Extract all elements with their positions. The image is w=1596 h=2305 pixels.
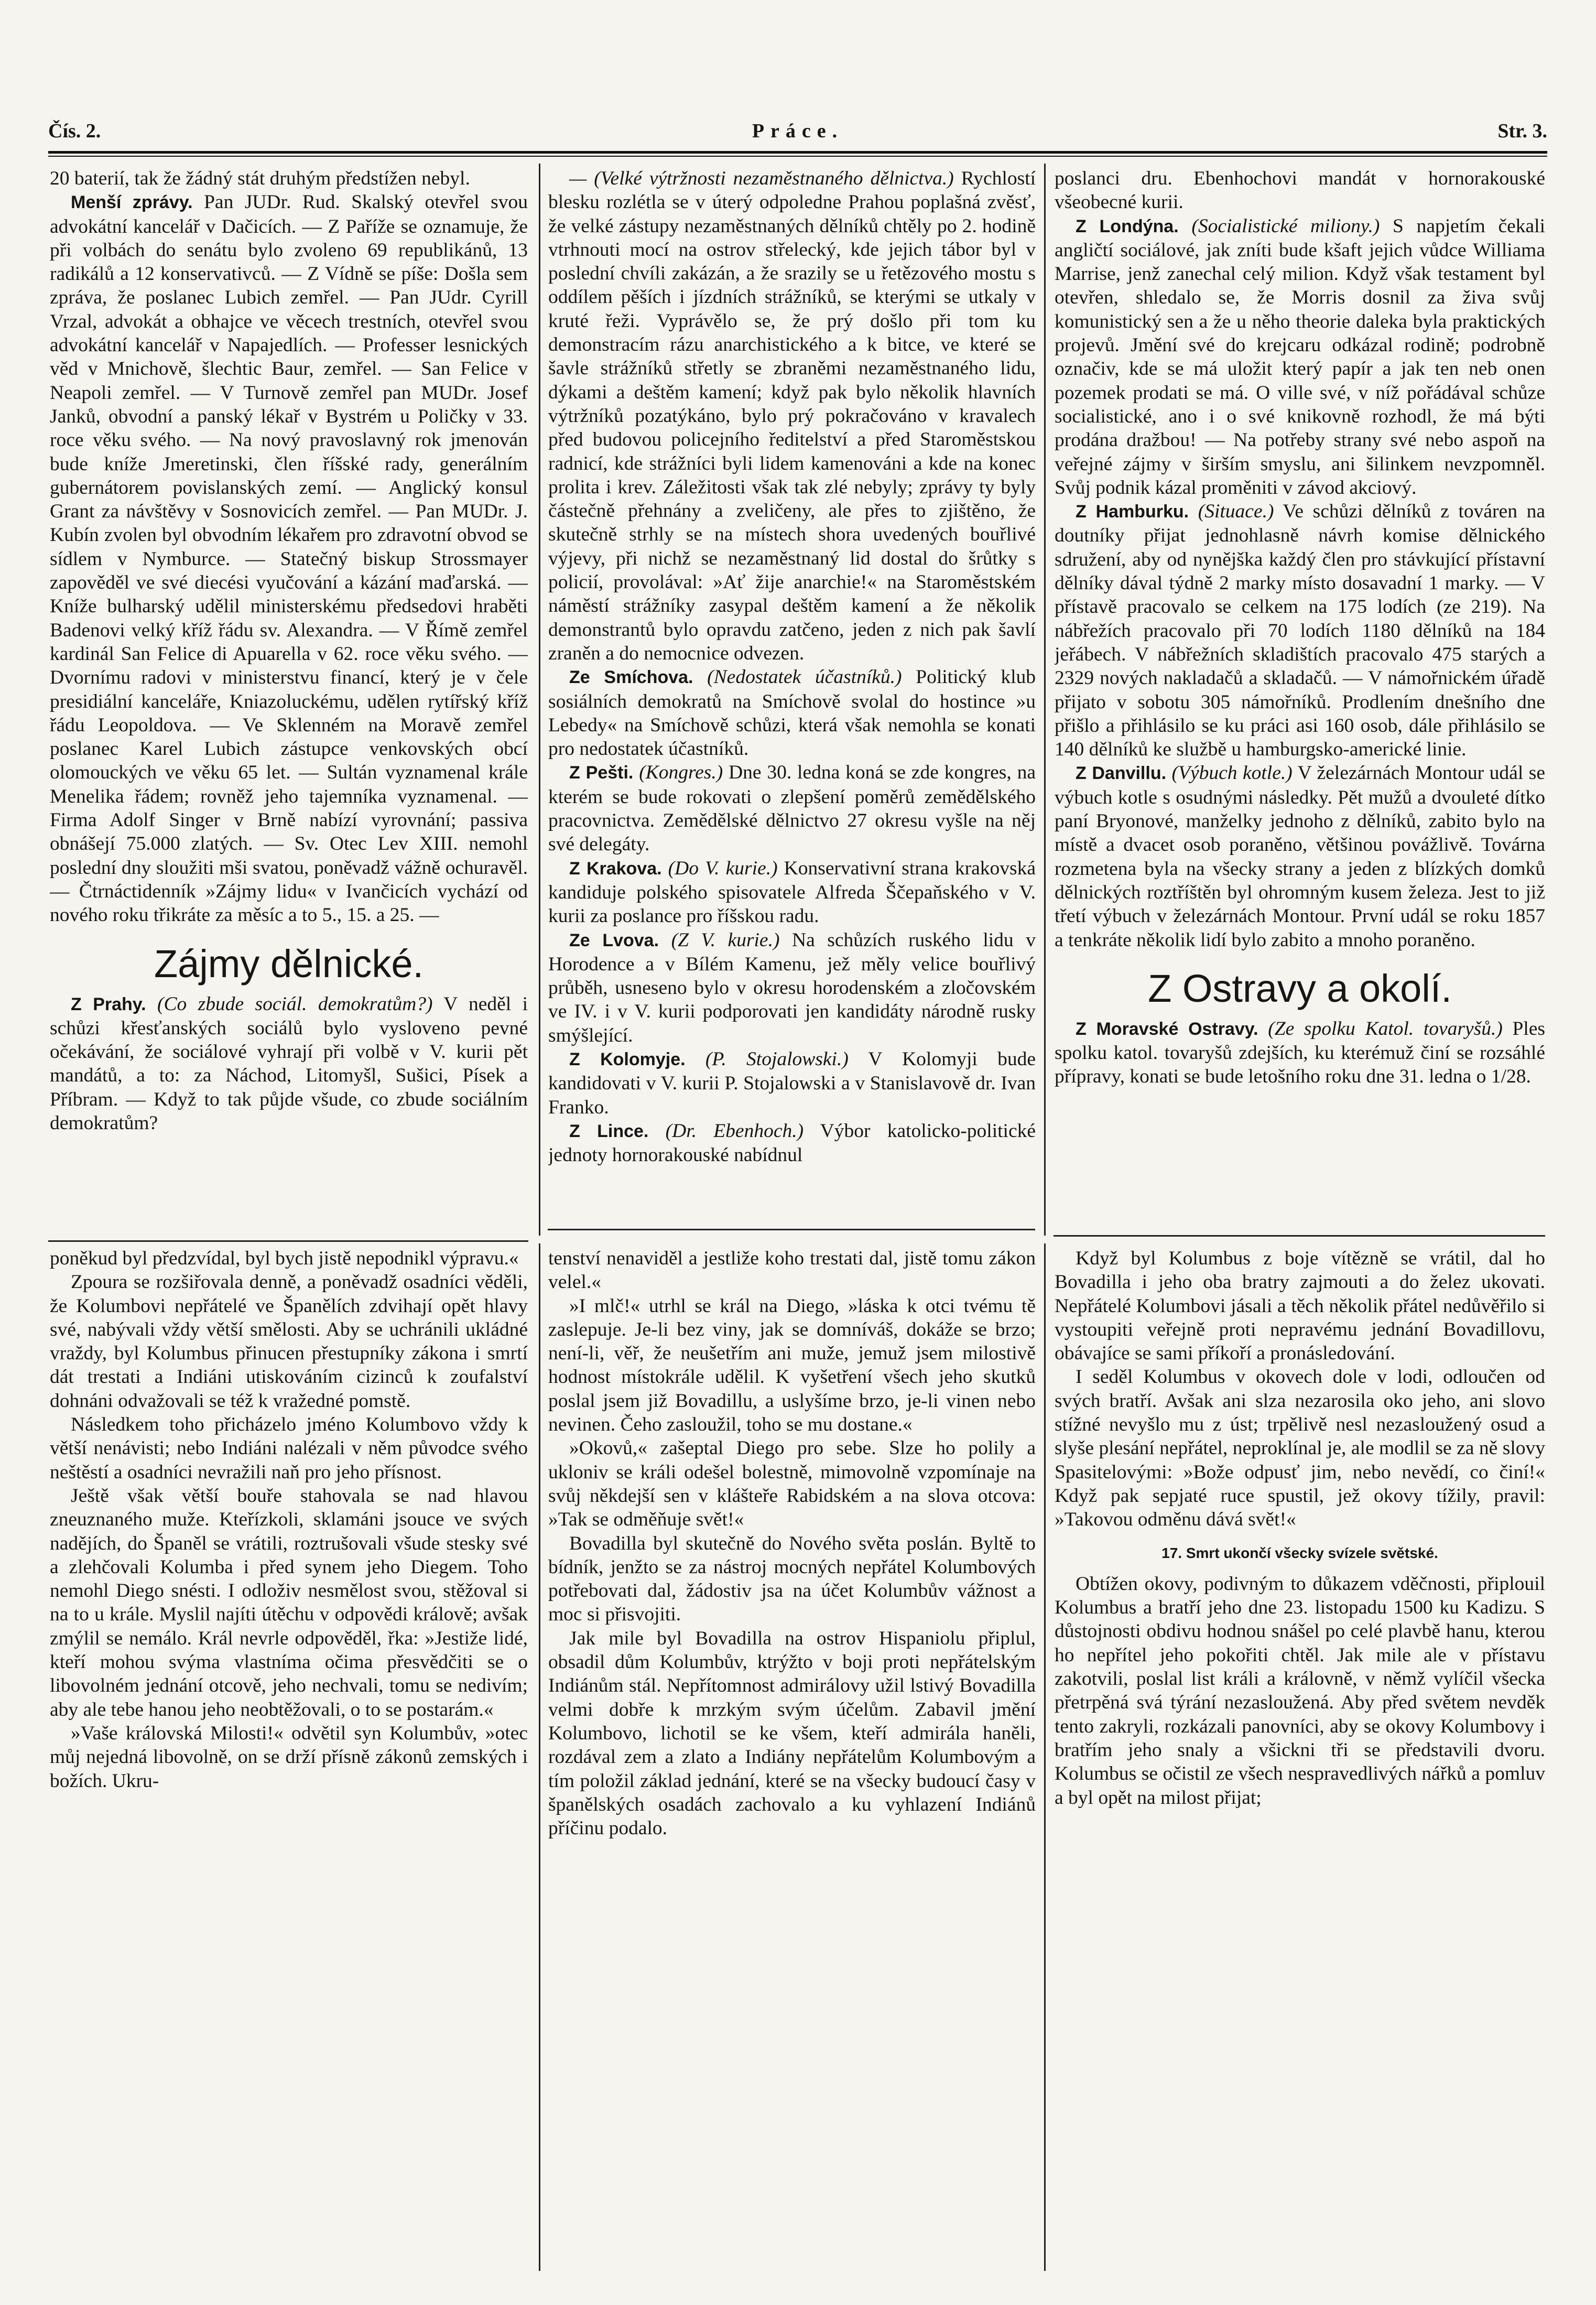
news-brief <box>50 190 528 927</box>
item-text: V neděl i schůzi křesťanských sociálů bylo vysloveno pevné očekávání, že sociálové vyhrají při volbě v V. kurii pět mandátů, a to: za Náchod, Litomyšl, Sušici, Písek a Příbram. — Když to tak půjde všude, co zbude sociálním demokratům? <box>50 993 528 1134</box>
item-text: Politický klub sosiálních demokratů na Smíchově svolal do hostince »u Lebedy« na Smíchově schůzi, která však nemohla se konati pro nedostatek účastníků. <box>548 666 1036 760</box>
item-heading: Z Londýna. <box>1076 216 1179 236</box>
story-paragraph: Následkem toho přicházelo jméno Kolumbovo vždy k větší nenávisti; nebo Indiáni nalézali v něm původce svého neštěstí a osadníci nevražili naň pro jeho přísnost. <box>50 1414 528 1483</box>
article-text: poslanci dru. Ebenhochovi mandát v hornorakouské všeobecné kurii. <box>1055 168 1545 213</box>
item-heading: — (Velké výtržnosti nezaměstnaného dělnictva.) <box>569 168 954 189</box>
column-3 <box>1055 167 1545 1233</box>
news-item <box>548 1047 1036 1119</box>
item-subtitle: (Do V. kurie.) <box>661 857 778 879</box>
story-paragraph: »Okovů,« zašeptal Diego pro sebe. Slze ho polily a ukloniv se králi odešel bolestně, mimovolně vzpomínaje na svůj někdejší sen v klášteře Rabidském a na slova otcova: »Tak se odměňuje svět!« <box>548 1437 1036 1531</box>
column-1 <box>50 167 528 1236</box>
item-text: Dne 30. ledna koná se zde kongres, na kterém se bude rokovati o zlepšení poměrů zemědělského pracovnictva. Zemědělské dělnictvo 27 okresu vyšle na něj své delegáty. <box>548 762 1036 856</box>
page-header <box>48 120 1547 149</box>
item-subtitle: (Kongres.) <box>633 762 723 784</box>
item-text: V železárnách Montour udál se výbuch kotle s osudnými následky. Pět mužů a dvouleté dítko paní Bryonové, manželky jednoho z dělníků, zabito bylo na místě a dvacet osob poraněno, většinou povážlivě. Továrna rozmetena byla na všecky strany a jeden z blízkých domků dělnických roztříštěn byl ohromným kusem železa. Jest to již třetí výbuch v železárnách Montour. První udál se roku 1857 a tenkráte několik lidí bylo zabito a mnoho poraněno. <box>1055 762 1545 951</box>
news-item <box>50 992 528 1135</box>
item-heading: Z Pešti. <box>569 763 634 783</box>
story-paragraph: Když byl Kolumbus z boje vítězně se vrátil, dal ho Bovadilla i jeho oba bratry zajmouti a do želez ukovati. Nepřátelé Kolumbovi jásali a těch několik přátel nedůvěřilo si vystoupiti veřejně proti nepravému jednání Bovadillovu, obávajíce se sami příkoří a pronásledování. <box>1055 1248 1545 1365</box>
news-item <box>548 1119 1036 1167</box>
item-heading: Z Prahy. <box>71 994 146 1014</box>
item-heading: Z Hamburku. <box>1076 502 1189 522</box>
news-item <box>548 761 1036 856</box>
chapter-heading: 17. Smrt ukončí všecky svízele světské. <box>1161 1544 1438 1561</box>
news-item <box>1055 500 1545 761</box>
item-text: Výbor katolicko-politické jednoty hornorakouské nabídnul <box>548 1120 1036 1166</box>
news-item <box>548 665 1036 761</box>
serial-story-column-3 <box>1055 1247 1545 2274</box>
story-paragraph: Obtížen okovy, podivným to důkazem vděčnosti, připlouil Kolumbus a bratří jeho dne 23. listopadu 1500 ku Kadizu. S důstojnosti obdivu hodnou snášel po celé plavbě hanu, kterou ho nepřítel jeho pokořiti chtěl. Jak mile ale v přístavu zakotvili, poslal list králi a královně, v němž vylíčil všecka přetrpěná svá týrání nezasloužená. Aby před světem nevděk tento zakryli, rozkázali panovníci, aby se okovy Kolumbovy i bratřím jeho snaly a všickni tři se představili dvoru. Kolumbus se očistil ze všech nespravedlivých nářků a pomluv a byl opět na milost přijat; <box>1055 1573 1545 1809</box>
item-text: Ve schůzi dělníků z továren na doutníky přijat jednohlasně návrh komise dělnického sdružení, aby od nynějška každý člen pro stávkující přístavní dělníky dával týdně 2 marky místo dosavadní 1 marky. — V přístavě pracovalo se celkem na 175 lodích (ze 219). Na nábřežích pracovalo při 70 lodích 1180 dělníků na 184 jeřábech. V nábřežních skladištích pracovalo 475 starých a 2329 nových nakladačů a skladačů. — V námořnickém úřadě přijato v sobotu 305 námořníků. Prodlením dnešního dne přišlo a přihlásilo se ku práci asi 160 osob, dále přihlásilo se 140 dělníků ke službě u hamburgsko-americké linie. <box>1055 501 1545 761</box>
story-paragraph: »Vaše královská Milosti!« odvětil syn Kolumbův, »otec můj nejedná libovolně, on se drží přísně zákonů zemských i božích. Ukru- <box>50 1722 528 1792</box>
item-subtitle: (Dr. Ebenhoch.) <box>648 1120 804 1142</box>
story-paragraph: Zpoura se rozšiřovala denně, a poněvadž osadníci věděli, že Kolumbovi nepřátelé ve Španělích zdvihají opět hlavy své, nabývali vždy větší smělosti. Aby se uchránili ukládné vraždy, byl Kolumbus přinucen přestupníky zákona i smrtí dát trestati a Indiáni utiskováním cizinců k zoufalství dohnáni odvažovali se též k vražedné pomstě. <box>50 1271 528 1412</box>
story-paragraph: tenství nenaviděl a jestliže koho trestati dal, jistě tomu zákon velel.« <box>548 1248 1036 1293</box>
column-divider <box>1044 164 1046 1236</box>
item-text: S napjetím čekali angličtí sociálové, jak zníti bude kšaft jejich vůdce Williama Marrise, jenž zanechal celý milion. Když však testament byl otevřen, shledalo se, že Morris dosnil za živa svůj komunistický sen a že u něho theorie daleka byla praktických projevů. Jmění své do krejcaru odkázal rodině; podrobně označiv, kde se má uložit který papír a jak ten neb onen pozemek prodati se má. O ville své, v níž pořádával schůze socialistické, ano i o své knikovně rozhodl, že má býti prodána dražbou! — Na potřeby strany své nebo aspoň na veřejné zájmy v širším smyslu, ani šilinkem nevzpomněl. Svůj podnik kázal proměniti v závod akciový. <box>1055 215 1545 499</box>
section-title: Zájmy dělnické. <box>154 942 424 986</box>
news-item <box>548 928 1036 1047</box>
story-paragraph: Bovadilla byl skutečně do Nového světa poslán. Byltě to bídník, jenžto se za nástroj mocných nepřátel Kolumbových potřebovati dal, žádostiv jsa na účet Kolumbův vážnost a moc si přisvojiti. <box>548 1532 1036 1626</box>
item-heading: Z Danvillu. <box>1076 763 1167 784</box>
story-paragraph: I seděl Kolumbus v okovech dole v lodi, odloučen od svých bratří. Avšak ani slza nezarosila oko jeho, ani slovo stížné nevyšlo mu z úst; trpělivě nesl nezasloužený osud a slyše plesání nepřátel, neproklínal je, ale modlil se za ně slovy Spasitelovými: »Bože odpusť jim, nebo nevědí, co činí!« Když pak sepjaté ruce spustil, jež okovy tížily, pravil: »Takovou odměnu dává svět!« <box>1055 1366 1545 1531</box>
item-heading: Z Lince. <box>569 1121 649 1141</box>
news-item <box>1055 761 1545 951</box>
item-text: Konservativní strana krakovská kandiduje polského spisovatele Alfreda Ščepaňského v V. kurii za poslance pro říšskou radu. <box>548 857 1036 927</box>
item-heading: Z Moravské Ostravy. <box>1076 1019 1258 1039</box>
item-subtitle: (Ze spolku Katol. tovaryšů.) <box>1258 1018 1503 1040</box>
brief-heading: Menší zprávy. <box>71 192 193 213</box>
item-subtitle: (Z V. kurie.) <box>659 929 780 951</box>
news-item <box>548 857 1036 928</box>
item-subtitle: (P. Stojalowski.) <box>685 1048 849 1070</box>
item-text: Rychlostí blesku rozlétla se v úterý odpoledne Prahou poplašná zvěsť, že velké zástupy nezaměstnaných dělníků chtěly po 2. hodině vtrhnouti mocí na ostrov střelecký, kde jejich tábor byl v poslední chvíli zakázán, a že srazily se u řetězového mostu s oddílem pěších i jízdních strážníků, se kterými se utkaly v kruté řeži. Vyprávělo se, že prý došlo při tom ku demonstracím rázu anarchistického a k bitce, ve které se šavle strážníků střetly se zbraněmi nezaměstnaného lidu, dýkami a deštěm kamení; když pak bylo několik hlavních výtržníků pozatýkáno, bylo prý pokračováno v kravalech před budovou policejního ředitelství a před Staroměstskou radnicí, kde strážníci byli lidem kamenováni a kde na konec prolita i krev. Záležitosti však tak zlé nebyly; zprávy ty byly částečně přehnány a zveličeny, ale přes to zjištěno, že skutečně strhly se na místech shora uvedených bouřlivé výjevy, při nichž se nezaměstnaný lid dostal do šrůtky s policií, provolával: »Ať žije anarchie!« na Staroměstském náměstí strážníky zasypal deštěm kamení a že několik demonstrantů bylo opravdu zatčeno, jeden z nich pak šavlí zraněn a do nemocnice odvezen. <box>548 168 1036 664</box>
news-item <box>548 167 1036 665</box>
column-divider <box>539 1243 540 2271</box>
item-text: Na schůzích ruského lidu v Horodence a v Bílém Kamenu, jež měly velice bouřlivý průběh, usneseno bylo v okresu horodenském a zločovském ve IV. i v V. kurii podporovati jen kandidáty národně rusky smýšlející. <box>548 929 1036 1046</box>
serial-story-column-2 <box>548 1247 1036 2274</box>
item-subtitle: (Co zbude sociál. demokratům?) <box>146 993 433 1015</box>
story-paragraph: poněkud byl předzvídal, byl bych jistě nepodnikl výpravu.« <box>50 1248 519 1269</box>
serial-story-column-1 <box>50 1247 528 2274</box>
column-2 <box>548 167 1036 1228</box>
newspaper-title: Práce. <box>752 120 844 142</box>
header-rule <box>48 151 1547 154</box>
item-heading: Ze Lvova. <box>569 930 659 950</box>
story-separator <box>548 1229 1035 1230</box>
item-heading: Ze Smíchova. <box>569 667 693 688</box>
item-subtitle: (Nedostatek účastníků.) <box>693 666 902 688</box>
news-item <box>1055 1017 1545 1089</box>
item-text: V Kolomyji bude kandidovati v V. kurii P. Stojalowski a v Stanislavově dr. Ivan Franko. <box>548 1048 1036 1118</box>
item-subtitle: (Výbuch kotle.) <box>1166 762 1293 784</box>
header-rule-thin <box>48 156 1547 157</box>
story-separator <box>48 1240 528 1242</box>
brief-text: Pan JUDr. Rud. Skalský otevřel svou advokátní kancelář v Dačicích. — Z Paříže se oznamuje, že při volbách do senátu bylo zvoleno 69 republikánů, 13 radikálů a 12 konservativců. — Z Vídně se píše: Došla sem zpráva, že poslanec Lubich zemřel. — Pan JUdr. Cyrill Vrzal, advokát a obhajce ve věcech trestních, otevřel svou advokátní kancelář v Napajedlích. — Professer lesnických věd v Mnichově, šlechtic Baur, zemřel. — San Felice v Neapoli zemřel. — V Turnově zemřel pan MUDr. Josef Janků, obvodní a panský lékař v Bystrém u Poličky v 33. roce věku svého. — Na nový pravoslavný rok jmenován bude kníže Jmeretinski, člen říšské rady, generálním gubernátorem povislanských zemí. — Anglický konsul Grant za návštěvy v Sosnovicích zemřel. — Pan MUDr. J. Kubín zvolen byl obvodním lékařem pro zdravotní obvod se sídlem v Nymburce. — Statečný biskup Strossmayer zapověděl ve své diecési vyučování a kázání maďarská. — Kníže bulharský udělil ministerskému předsedovi hraběti Badenovi velký kříž řádu sv. Alexandra. — V Římě zemřel kardinál San Felice di Apuarella v 62. roce věku svého. — Dvornímu radovi v ministerstvu financí, který je v čele presidiální kanceláře, Kniazoluckému, udělen rytířský kříž řádu Leopoldova. — Ve Sklenném na Moravě zemřel poslanec Karel Lubich zástupce venkovských obcí olomouckých ve věku 65 let. — Sultán vyznamenal krále Menelika řádem; rovněž jeho tajemníka vyznamenal. — Firma Adolf Singer v Brně nabízí vyrovnání; passiva obnášejí 75.000 zlatých. — Sv. Otec Lev XIII. nemohl poslední dny sloužiti mši svatou, poněvadž vážně ochuravěl. — Čtrnáctidenník »Zájmy lidu« v Ivančicích vychází od nového roku třikráte za měsíc a to 5., 15. a 25. — <box>50 191 528 926</box>
page-number: Str. 3. <box>1497 120 1547 142</box>
item-heading: Z Kolomyje. <box>569 1049 686 1069</box>
story-paragraph: Ještě však větší bouře stahovala se nad hlavou zneuznaného muže. Kteřízkoli, sklamáni jsouce ve svých nadějích, do Španěl se vrátili, roztrušovali všude stesky své a zlehčovali Kolumba i před synem jeho Diegem. Toho nemohl Diego snésti. I odloživ nesmělost svou, stěžoval si na to u krále. Myslil najíti útěchu v odpovědi králově; avšak zmýlil se nemálo. Král nevrle odpověděl, řka: »Jestiže lidé, kteří mohou svýma vlastníma očima přesvědčiti se o libovolném jednání otcově, jeho nechvali, tomu se nedivím; aby ale tebe hanou jeho neobtěžovali, o to se postarám.« <box>50 1485 528 1720</box>
section-title: Z Ostravy a okolí. <box>1148 966 1452 1010</box>
item-heading: Z Krakova. <box>569 858 662 879</box>
item-subtitle: (Socialistické miliony.) <box>1178 215 1380 237</box>
column-divider <box>539 164 540 1236</box>
item-subtitle: (Situace.) <box>1189 501 1274 523</box>
story-paragraph: »I mlč!« utrhl se král na Diego, »láska k otci tvému tě zaslepuje. Je-li bez viny, jak se domníváš, dokáže se brzo; není-li, věř, že neušetřím ani muže, jemuž jsem milostivě hodnost místokrále udělil. K vyšetření všech jeho skutků poslal jsem již Bovadillu, a uslyšíme brzo, je-li vinen nebo nevinen. Čeho zasloužil, toho se mu dostane.« <box>548 1295 1036 1436</box>
article-text: 20 baterií, tak že žádný stát druhým předstížen nebyl. <box>50 168 470 189</box>
column-divider <box>1044 1243 1046 2271</box>
story-separator <box>1054 1235 1545 1237</box>
item-text: Ples spolku katol. tovaryšů zdejších, ku kterémuž činí se rozsáhlé přípravy, konati se bude letošního roku dne 31. ledna o 1/28. <box>1055 1018 1545 1088</box>
issue-number: Čís. 2. <box>48 120 101 142</box>
story-paragraph: Jak mile byl Bovadilla na ostrov Hispaniolu připlul, obsadil dům Kolumbův, ktrýžto v boji proti nepřátelským Indiánům stál. Nepřítomnost admirálovy užil lstivý Bovadilla velmi dobře k mrzkým svým účelům. Zabavil jmění Kolumbovo, lichotil se ke všem, kteří admirála haněli, rozdával zem a zlato a Indiány nepřátelům Kolumbovým a tím položil základ jednání, které se na všecky budoucí časy v španělských osadách zachovalo a ku vyhlazení Indiánů příčinu podalo. <box>548 1627 1036 1839</box>
news-item <box>1055 214 1545 500</box>
